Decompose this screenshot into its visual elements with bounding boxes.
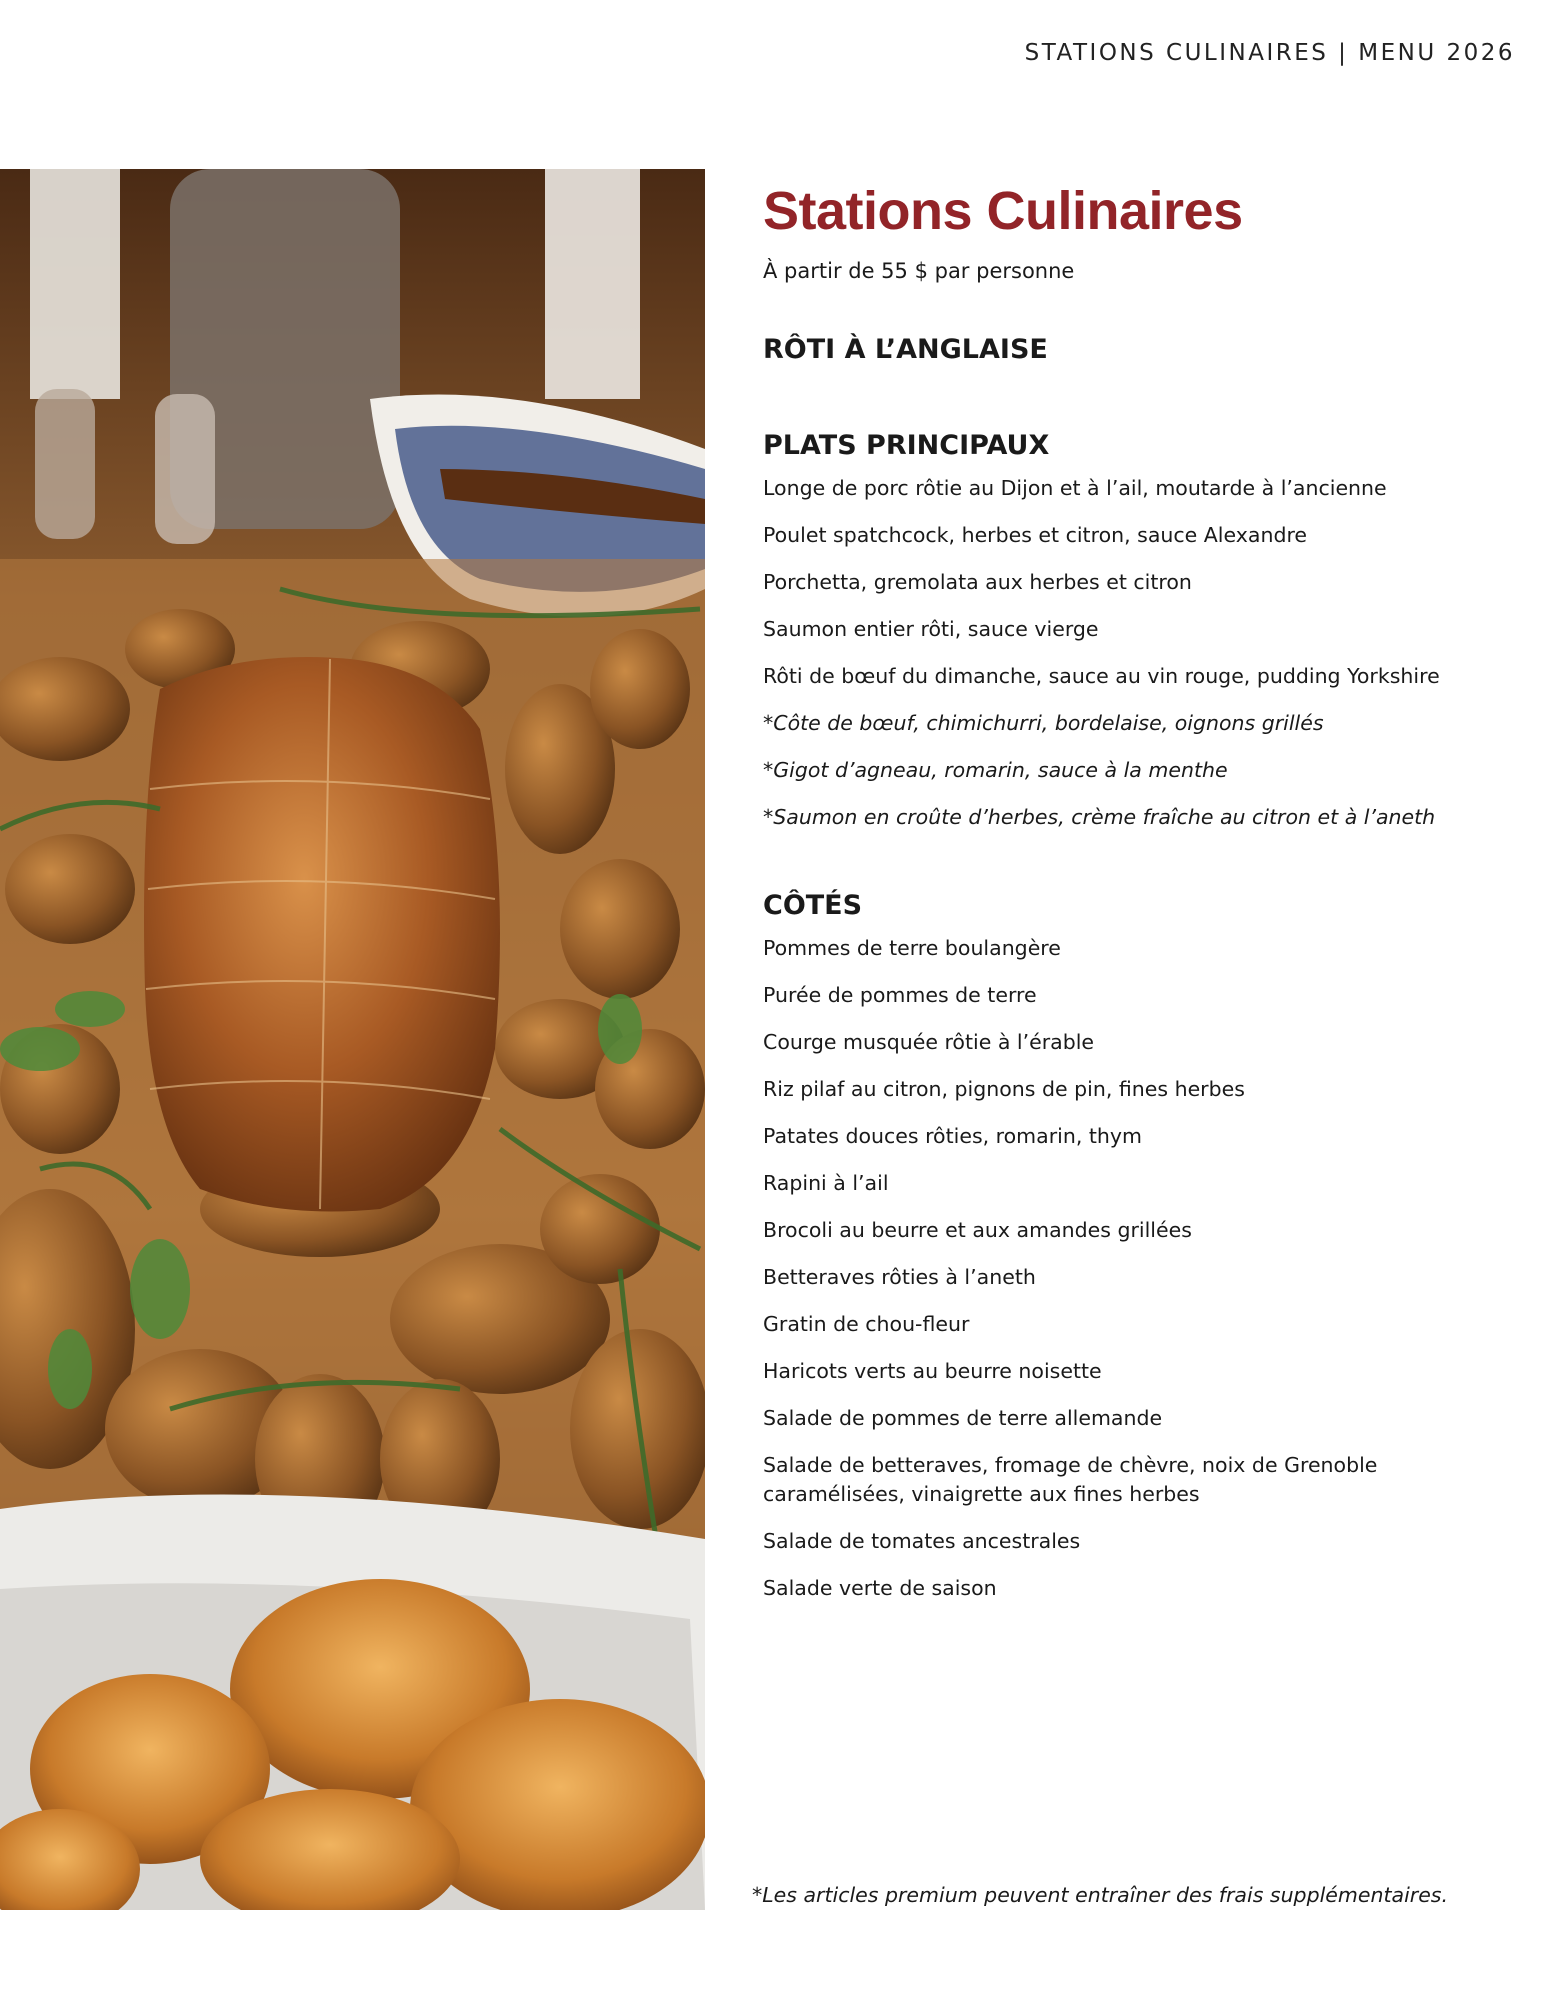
side-item: Salade verte de saison [763, 1576, 997, 1600]
main-item: Rôti de bœuf du dimanche, sauce au vin rouge, pudding Yorkshire [763, 664, 1440, 688]
price-line: À partir de 55 $ par personne [763, 259, 1075, 283]
side-item: Purée de pommes de terre [763, 983, 1037, 1007]
roast-photo [0, 169, 705, 1910]
side-item: Salade de pommes de terre allemande [763, 1406, 1163, 1430]
side-item: Salade de tomates ancestrales [763, 1529, 1081, 1553]
main-item: Longe de porc rôtie au Dijon et à l’ail, moutarde à l’ancienne [763, 476, 1387, 500]
side-item: Riz pilaf au citron, pignons de pin, fines herbes [763, 1077, 1245, 1101]
station-heading: RÔTI À L’ANGLAISE [763, 334, 1048, 365]
side-item: Pommes de terre boulangère [763, 936, 1061, 960]
sides-heading: CÔTÉS [763, 890, 863, 921]
main-item: Poulet spatchcock, herbes et citron, sauce Alexandre [763, 523, 1308, 547]
main-item: Porchetta, gremolata aux herbes et citron [763, 570, 1192, 594]
side-item: Patates douces rôties, romarin, thym [763, 1124, 1142, 1148]
side-item: Haricots verts au beurre noisette [763, 1359, 1102, 1383]
side-item: Rapini à l’ail [763, 1171, 889, 1195]
sides-list [763, 934, 1523, 1603]
running-header: STATIONS CULINAIRES | MENU 2026 [1024, 40, 1515, 66]
menu-content [763, 180, 1523, 1621]
side-item: Courge musquée rôtie à l’érable [763, 1030, 1095, 1054]
premium-footnote: *Les articles premium peuvent entraîner des frais supplémentaires. [752, 1883, 1448, 1907]
menu-title: Stations Culinaires [763, 181, 1243, 241]
side-item: Salade de betteraves, fromage de chèvre, noix de Grenoble caramélisées, vinaigrette aux fines herbes [763, 1453, 1378, 1506]
mains-list [763, 474, 1523, 832]
main-item: Saumon entier rôti, sauce vierge [763, 617, 1099, 641]
premium-main-item: *Gigot d’agneau, romarin, sauce à la menthe [763, 758, 1228, 782]
premium-main-item: *Côte de bœuf, chimichurri, bordelaise, oignons grillés [763, 711, 1324, 735]
roast-photo-illustration [0, 169, 705, 1910]
premium-main-item: *Saumon en croûte d’herbes, crème fraîche au citron et à l’aneth [763, 805, 1436, 829]
side-item: Gratin de chou-fleur [763, 1312, 970, 1336]
side-item: Brocoli au beurre et aux amandes grillées [763, 1218, 1192, 1242]
mains-heading: PLATS PRINCIPAUX [763, 430, 1050, 461]
side-item: Betteraves rôties à l’aneth [763, 1265, 1036, 1289]
